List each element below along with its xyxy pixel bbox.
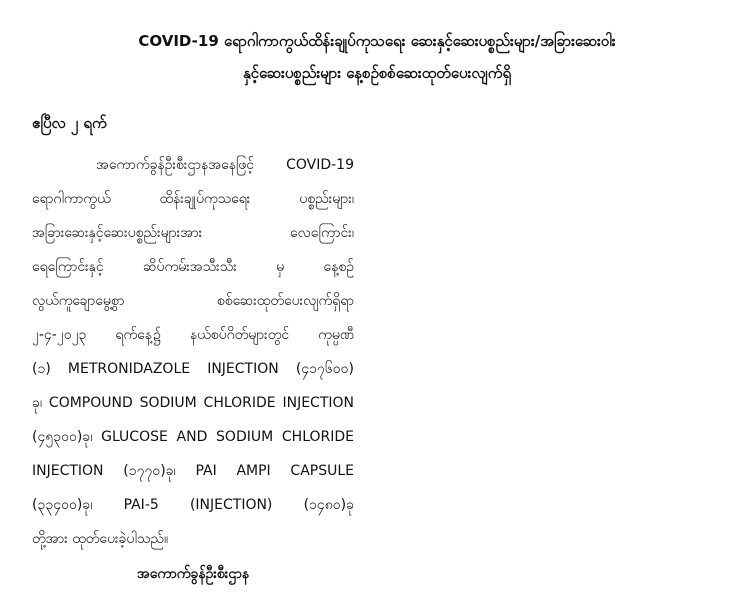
- body-line: အခြားဆေးနှင့်ဆေးပစ္စည်းများအား လေကြောင်း၊: [32, 225, 354, 241]
- body-line: INJECTION (၁၇၇၀)ခု၊ PAI AMPI CAPSULE: [32, 463, 354, 479]
- body-line: ခု၊ COMPOUND SODIUM CHLORIDE INJECTION: [32, 395, 354, 411]
- signature-line: အကောက်ခွန်ဦးစီးဌာန: [136, 566, 250, 582]
- body-line: ရေကြောင်းနှင့် ဆိပ်ကမ်းအသီးသီး မှ နေ့စဉ်: [32, 259, 354, 275]
- body-line: လွယ်ကူချောမွေ့စွာ စစ်ဆေးထုတ်ပေးလျက်ရှိရာ: [32, 293, 354, 309]
- body-line: (၄၅၃၀၀)ခု၊ GLUCOSE AND SODIUM CHLORIDE: [32, 429, 354, 445]
- body-line: ရောဂါကာကွယ် ထိန်းချုပ်ကုသရေး ပစ္စည်းများ၊: [32, 191, 354, 207]
- date-line: ဧပြီလ ၂ ရက်: [32, 114, 107, 132]
- title-line-2: နှင့်ဆေးပစ္စည်းများ နေ့စဉ်စစ်ဆေးထုတ်ပေးလျက်ရှိ: [242, 64, 512, 82]
- body-line: ၂-၄-၂၀၂၃ ရက်နေ့၌ နယ်စပ်ဂိတ်များတွင် ကုမ္ပဏီ: [32, 327, 354, 343]
- body-line: တို့အား ထုတ်ပေးခဲ့ပါသည်။: [32, 531, 169, 547]
- body-line: အကောက်ခွန်ဦးစီးဌာနအနေဖြင့် COVID-19: [96, 157, 354, 173]
- body-line: (၁) METRONIDAZOLE INJECTION (၄၁၇၆၀၀): [32, 361, 354, 377]
- body-line: (၃၃၄၀၀)ခု၊ PAI-5 (INJECTION) (၁၄၈၀)ခု: [32, 497, 354, 513]
- title-line-1: COVID-19 ရောဂါကာကွယ်ထိန်းချုပ်ကုသရေး ဆေးနှင့်ဆေးပစ္စည်းများ/အခြားဆေးဝါး: [138, 32, 616, 50]
